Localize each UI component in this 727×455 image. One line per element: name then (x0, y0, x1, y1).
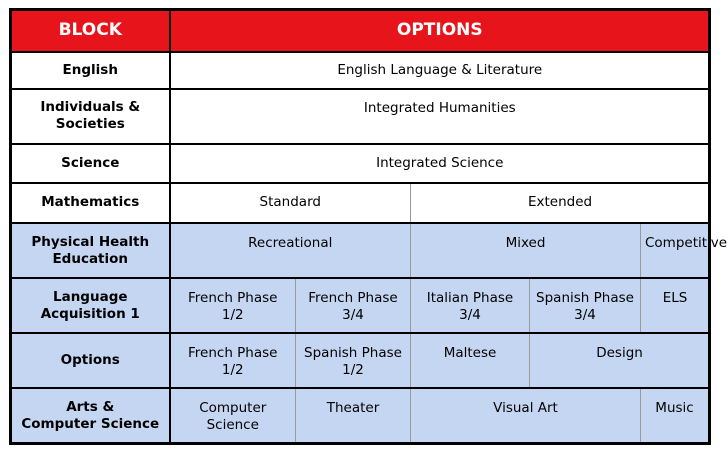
table-row-language-acquisition (11, 278, 710, 333)
option-french-phase-1-2: French Phase 1/2 (170, 278, 296, 333)
option-design: Design (530, 333, 710, 388)
table-row-english (11, 52, 710, 89)
table-row-mathematics (11, 183, 710, 223)
block-mathematics: Mathematics (11, 183, 170, 223)
table-row-physical-health-education (11, 223, 710, 278)
option-visual-art: Visual Art (411, 388, 641, 443)
table-row-individuals-societies (11, 89, 710, 144)
option-integrated-humanities: Integrated Humanities (170, 89, 710, 144)
option-computer-science: Computer Science (170, 388, 296, 443)
block-physical-health-education: Physical Health Education (11, 223, 170, 278)
option-mixed: Mixed (411, 223, 641, 278)
option-maltese: Maltese (411, 333, 530, 388)
option-spanish-phase-1-2: Spanish Phase 1/2 (296, 333, 411, 388)
options-column-header: OPTIONS (170, 10, 710, 52)
table-header-row (11, 10, 710, 52)
block-language-acquisition: Language Acquisition 1 (11, 278, 170, 333)
option-theater: Theater (296, 388, 411, 443)
option-competitive: Competitive (641, 223, 710, 278)
option-integrated-science: Integrated Science (170, 144, 710, 183)
option-music: Music (641, 388, 710, 443)
option-recreational: Recreational (170, 223, 411, 278)
option-italian-phase-3-4: Italian Phase 3/4 (411, 278, 530, 333)
option-english-language-literature: English Language & Literature (170, 52, 710, 89)
block-arts-computer-science: Arts & Computer Science (11, 388, 170, 443)
option-standard: Standard (170, 183, 411, 223)
table-row-arts-computer-science (11, 388, 710, 443)
curriculum-options-table (9, 8, 727, 445)
block-english: English (11, 52, 170, 89)
block-science: Science (11, 144, 170, 183)
block-column-header: BLOCK (11, 10, 170, 52)
table-row-science (11, 144, 710, 183)
table-row-options (11, 333, 710, 388)
block-options: Options (11, 333, 170, 388)
option-spanish-phase-3-4: Spanish Phase 3/4 (530, 278, 641, 333)
option-extended: Extended (411, 183, 710, 223)
option-french-phase-3-4: French Phase 3/4 (296, 278, 411, 333)
block-individuals-societies: Individuals & Societies (11, 89, 170, 144)
option-french-phase-1-2: French Phase 1/2 (170, 333, 296, 388)
option-els: ELS (641, 278, 710, 333)
